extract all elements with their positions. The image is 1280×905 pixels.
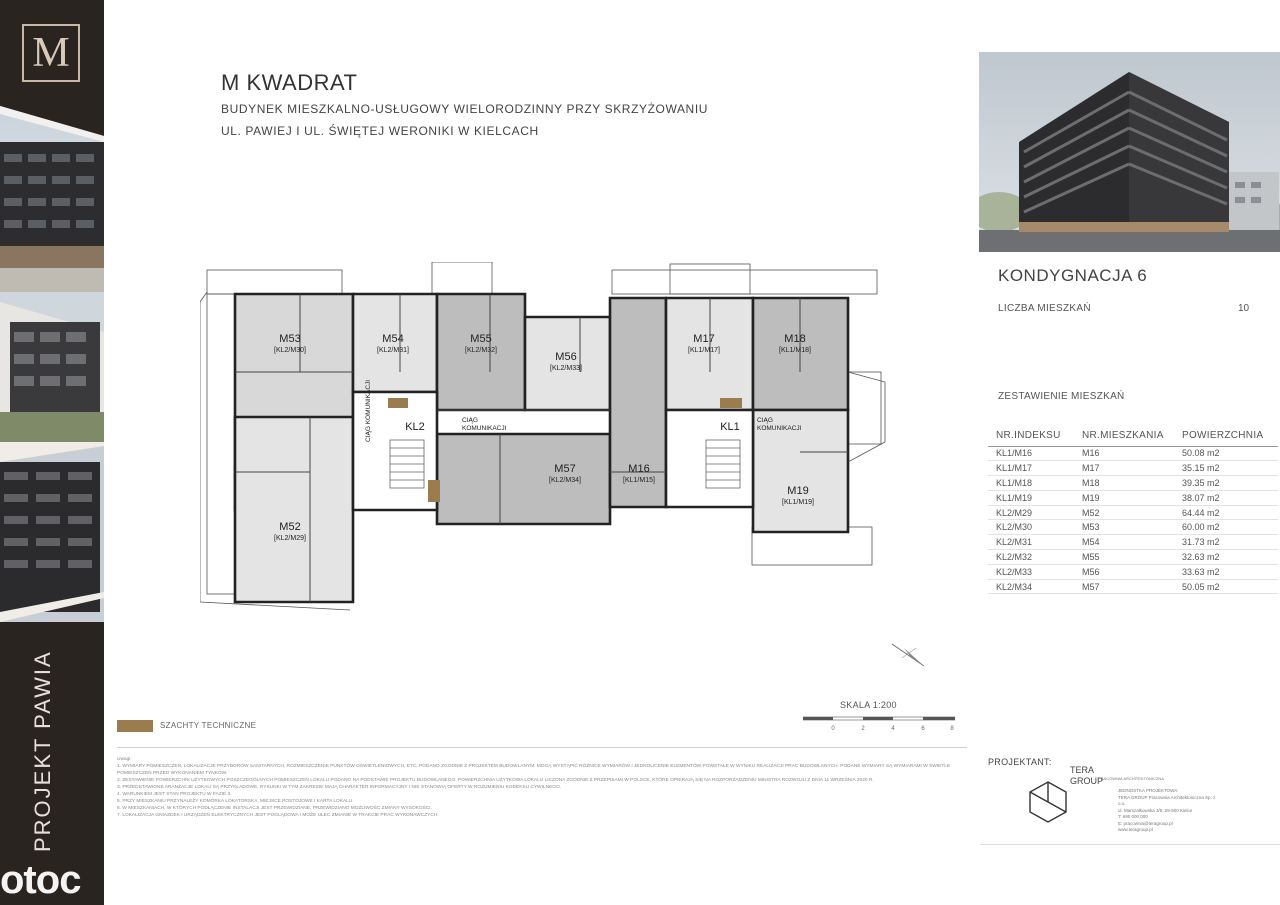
corridor-label-line-2: KOMUNIKACJI [757,425,802,432]
note-line: 2. ZESTAWIENIE POWIERZCHNI UŻYTKOWYCH POSZCZEGÓLNYCH POMIESZCZEŃ LOKALU PODANO NA PODSTAWIE PROJEKTU BUDOWLANEGO. POWIERZCHNIA UŻYTKOWA LOKALU LICZONA ZGODNIE Z PRZEPISAMI W POLSCE, KTÓRE OPIERAJĄ SIĘ NA ROZPORZĄDZENIU MINISTRA ROZWOJU Z DNIA 11 WRZEŚNIA 2020 R. [117,778,874,783]
cell-index: KL1/M19 [988,490,1074,505]
unit-label-m55: M55 [470,333,492,345]
north-arrow-icon [890,640,930,670]
cell-unit: M53 [1074,520,1170,535]
unit-code-m19: [KL1/M19] [782,499,814,506]
designer-detail-line: www.teragroup.pl [1118,827,1153,832]
unit-label-m56: M56 [555,351,577,363]
unit-area-m16 [610,298,666,507]
unit-label-m54: M54 [382,333,404,345]
notes-block [117,756,967,819]
cell-index: KL2/M34 [988,579,1074,594]
scale-tick-label: 0 [831,726,835,732]
designer-label: PROJEKTANT: [988,757,1052,767]
designer-detail-line: T: 690 000 000 [1118,814,1148,819]
scale-tick-label: 4 [891,726,895,732]
cell-unit: M19 [1074,490,1170,505]
scale-label: SKALA 1:200 [840,700,897,710]
cell-index: KL2/M32 [988,550,1074,565]
cell-area: 39.35 m2 [1170,476,1278,491]
cell-unit: M56 [1074,564,1170,579]
technical-shaft [720,398,742,408]
unit-code-m52: [KL2/M29] [274,535,306,542]
unit-code-m55: [KL2/M32] [465,347,497,354]
unit-code-m17: [KL1/M17] [688,347,720,354]
unit-summary-title: ZESTAWIENIE MIESZKAŃ [998,391,1125,402]
cell-index: KL2/M30 [988,520,1074,535]
building-rendering [979,52,1280,252]
unit-code-m18: [KL1/M18] [779,347,811,354]
stair-label-kl2: KL2 [405,421,425,433]
units-count-value: 10 [1238,303,1250,314]
vertical-project-title: PROJEKT PAWIA [30,650,55,852]
vertical-corridor-label: CIĄG KOMUNIKACJI [365,379,372,442]
table-header-row [988,430,1278,446]
scale-tick-label: 6 [921,726,925,732]
note-line: 1. WYMIARY POMIESZCZEŃ, LOKALIZACJE PRZYBORÓW SANITARNYCH, ROZMIESZCZENIE PUNKTÓW OŚWIETLENIOWYCH, ETC. PODANO ZGODNIE Z PROJEKTEM BUDOWLANYM. MOGĄ WYSTĄPIĆ RÓŻNICE WYMIARÓW I JEDNOLICENIE ELEMENTÓW POWSTAŁE W WYNIKU REALIZACJI PRAC BUDOWLANYCH. PODANE WYMIARY SĄ WYMIARAMI W ŚWIETLE [117,764,951,769]
building-thumbnail-3 [0,442,104,622]
watermark-text: otoc [0,858,81,902]
designer-detail-line: JEDNOSTKA PROJEKTOWA: [1118,788,1179,793]
unit-code-m53: [KL2/M30] [274,347,306,354]
units-count-label: LICZBA MIESZKAŃ [998,303,1091,314]
table-row [988,476,1278,491]
cell-area: 50.05 m2 [1170,579,1278,594]
unit-label-m18: M18 [784,333,806,345]
cell-area: 31.73 m2 [1170,535,1278,550]
cell-index: KL1/M17 [988,461,1074,476]
table-row [988,535,1278,550]
unit-label-m57: M57 [554,463,576,475]
cell-index: KL2/M31 [988,535,1074,550]
note-line: 3. PRZEDSTAWIONE ARANŻACJE LOKALI SĄ PRZYKŁADOWE, RYSUNKI W TYM ZAKRESIE MAJĄ CHARAKTER INFORMACYJNY I NIE STANOWIĄ OFERTY W ROZUMIENIU KODEKSU CYWILNEGO. [117,785,562,790]
cell-index: KL1/M16 [988,446,1074,461]
unit-label-m19: M19 [787,485,809,497]
unit-summary-table [988,430,1278,594]
unit-code-m57: [KL2/M34] [549,477,581,484]
designer-detail-line: TERA GROUP Pracownia Architektoniczna Sp. z o.o. [1118,794,1216,806]
scale-tick-label: 2 [861,726,865,732]
note-line: 7. LOKALIZACJA GNIAZDEK I URZĄDZEŃ ELEKTRYCZNYCH JEST POGLĄDOWA I MOŻE ULEC ZMIANIE W TRAKCIE PRAC WYKONAWCZYCH. [117,813,439,818]
cell-index: KL1/M18 [988,476,1074,491]
notes-divider [117,747,967,748]
balcony-outline [848,372,881,444]
cell-area: 64.44 m2 [1170,505,1278,520]
table-row [988,579,1278,594]
note-line: 5. PRZY MIESZKANIU PRZYNALEŻY KOMÓRKA LOKATORSKA, MIEJSCE POSTOJOWE I KARTA LOKALU. [117,799,354,804]
unit-area-m56 [525,317,610,410]
cell-index: KL2/M29 [988,505,1074,520]
unit-label-m17: M17 [693,333,715,345]
column-header-index: NR.INDEKSU [988,430,1074,446]
project-title: M KWADRAT [221,70,358,95]
cell-unit: M52 [1074,505,1170,520]
project-subtitle-line-2: UL. PAWIEJ I UL. ŚWIĘTEJ WERONIKI W KIELCACH [221,124,539,138]
corridor-label-line-1: CIĄG [462,417,478,424]
unit-code-m56: [KL2/M33] [550,365,582,372]
table-row [988,564,1278,579]
cell-index: KL2/M33 [988,564,1074,579]
floor-plan [200,262,890,614]
legend-swatch-technical-shaft [117,720,153,732]
cell-area: 32.63 m2 [1170,550,1278,565]
floor-title: KONDYGNACJA 6 [998,266,1148,285]
note-line: Uwagi: [117,757,132,762]
table-row [988,505,1278,520]
table-row [988,490,1278,505]
unit-label-m53: M53 [279,333,301,345]
technical-shaft [428,480,440,502]
cell-unit: M17 [1074,461,1170,476]
balcony-outline [848,372,885,462]
column-header-area: POWIERZCHNIA [1170,430,1278,446]
building-thumbnail-1 [0,106,104,292]
balcony-outline [612,270,877,294]
unit-code-m16: [KL1/M15] [623,477,655,484]
legend-label: SZACHTY TECHNICZNE [160,721,257,730]
cell-unit: M16 [1074,446,1170,461]
table-row [988,461,1278,476]
footer-divider [980,844,1280,845]
cell-unit: M57 [1074,579,1170,594]
cell-unit: M18 [1074,476,1170,491]
cell-area: 38.07 m2 [1170,490,1278,505]
corridor-label-line-1: CIĄG [757,417,773,424]
designer-detail-line: E: pracownia@teragroup.pl [1118,820,1173,826]
left-sidebar [0,0,104,905]
note-line: 6. W MIESZKANIACH, W KTÓRYCH PODŁĄCZENIE INSTALACJI JEST PRZEWIDZIANE, PRZEWIDZIANO MOŻLIWOŚĆ ZMIANY WYSOKOŚCI. [117,806,432,811]
scale-tick-label: 8 [950,726,954,732]
cell-area: 35.15 m2 [1170,461,1278,476]
unit-code-m54: [KL2/M31] [377,347,409,354]
column-header-unit: NR.MIESZKANIA [1074,430,1170,446]
note-line: POMIESZCZEŃ PRZED WYKONANIEM TYNKÓW. [117,771,228,776]
designer-subtitle: PRACOWNIA ARCHITEKTONICZNA [1098,776,1164,781]
designer-name-line-1: TERA [1070,765,1095,775]
tera-group-logo [1028,780,1068,824]
designer-name-line-2: GROUP [1070,776,1104,786]
brand-logo [22,24,80,82]
designer-detail-line: ul. Marszałkowska 3/5, 25-500 Kielce [1118,807,1193,813]
cell-area: 60.00 m2 [1170,520,1278,535]
balcony-outline [207,270,342,294]
unit-area-m52 [235,417,353,602]
designer-details [1118,788,1218,834]
unit-area-m57 [437,434,610,524]
table-row [988,446,1278,461]
corridor-label-line-2: KOMUNIKACJI [462,425,507,432]
balcony-outline [670,264,750,294]
cell-unit: M54 [1074,535,1170,550]
stair-label-kl1: KL1 [720,421,740,433]
note-line: 4. WARUNKIEM JEST STAN PROJEKTU W FAZIE II. [117,792,232,797]
building-thumbnail-2 [0,292,104,442]
balcony-outline [207,294,235,594]
cell-area: 33.63 m2 [1170,564,1278,579]
table-row [988,550,1278,565]
scale-bar [803,715,955,735]
unit-label-m52: M52 [279,521,301,533]
unit-label-m16: M16 [628,463,650,475]
project-subtitle-line-1: BUDYNEK MIESZKALNO-USŁUGOWY WIELORODZINNY PRZY SKRZYŻOWANIU [221,102,709,116]
technical-shaft [388,398,408,408]
logo-letter: M [32,30,70,76]
cell-unit: M55 [1074,550,1170,565]
table-row [988,520,1278,535]
balcony-outline [432,262,492,294]
cell-area: 50.08 m2 [1170,446,1278,461]
